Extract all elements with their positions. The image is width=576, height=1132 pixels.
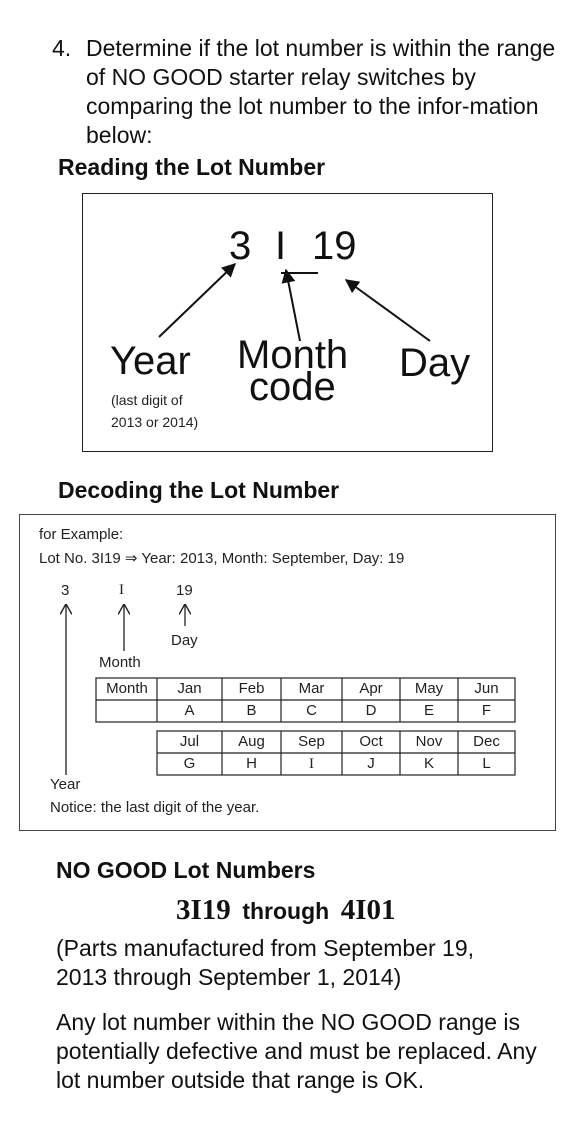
- step-text: Determine if the lot number is within the range of NO GOOD starter relay switches by comparing the lot number to the infor-mation below:: [86, 35, 556, 148]
- month-arrow: [286, 270, 300, 341]
- year-arrow: [159, 264, 235, 337]
- month-cell: Sep: [298, 733, 325, 750]
- example-label: for Example:: [39, 526, 124, 543]
- decoding-diagram: [19, 514, 556, 831]
- replacement-instructions: Any lot number within the NO GOOD range is potentially defective and must be replaced. Any lot number outside that range is OK.: [56, 1009, 537, 1093]
- label-year: Year: [110, 339, 191, 383]
- month-cell: Dec: [473, 733, 500, 750]
- month-cell: Feb: [238, 680, 265, 697]
- code-month: I: [119, 582, 124, 598]
- code-cell: F: [481, 702, 492, 719]
- code-day: 19: [176, 582, 193, 599]
- step-number: 4.: [52, 35, 72, 61]
- month-label: Month: [99, 654, 141, 671]
- manufacture-dates-line1: (Parts manufactured from September 19,: [56, 935, 475, 961]
- code-cell: L: [482, 755, 491, 772]
- code-year: 3: [61, 582, 70, 599]
- month-cell: Nov: [415, 733, 443, 750]
- code-cell: I: [309, 756, 314, 772]
- lot-day: 19: [312, 224, 357, 268]
- month-cell: Jul: [179, 733, 200, 750]
- decoding-heading: Decoding the Lot Number: [58, 477, 340, 503]
- day-label: Day: [171, 632, 198, 649]
- code-cell: J: [367, 755, 375, 772]
- label-month-code: code: [249, 365, 336, 409]
- range-through: through: [242, 898, 330, 924]
- code-cell: H: [246, 755, 257, 772]
- label-day: Day: [399, 341, 471, 385]
- code-cell: E: [423, 702, 434, 719]
- month-cell: May: [414, 680, 444, 697]
- month-cell: Oct: [359, 733, 383, 750]
- month-cell: Mar: [298, 680, 325, 697]
- month-cell: Aug: [238, 733, 265, 750]
- year-note-line2: 2013 or 2014): [111, 414, 199, 430]
- code-cell: G: [183, 755, 196, 772]
- no-good-range: [176, 894, 395, 927]
- month-cell: Jan: [177, 680, 202, 697]
- month-cell: Jun: [474, 680, 499, 697]
- reading-diagram: [82, 193, 493, 452]
- example-line: Lot No. 3I19 ⇒ Year: 2013, Month: September, Day: 19: [39, 550, 405, 567]
- code-cell: D: [365, 702, 377, 719]
- reading-heading: Reading the Lot Number: [58, 154, 326, 180]
- year-note-line1: (last digit of: [111, 392, 183, 408]
- year-notice: Notice: the last digit of the year.: [50, 799, 260, 816]
- code-cell: C: [306, 702, 317, 719]
- lot-year-digit: 3: [229, 224, 252, 268]
- instruction-step: [52, 34, 562, 150]
- no-good-heading: NO GOOD Lot Numbers: [56, 857, 316, 883]
- range-end: 4I01: [340, 894, 396, 926]
- manufacture-dates-line2: 2013 through September 1, 2014): [56, 964, 402, 990]
- label-month: Month: [237, 333, 349, 377]
- code-cell: A: [184, 702, 195, 719]
- lot-month-code: I: [275, 224, 287, 268]
- month-cell: Apr: [359, 680, 383, 697]
- table-header: Month: [106, 680, 148, 697]
- code-cell: B: [246, 702, 257, 719]
- code-cell: K: [423, 755, 434, 772]
- range-start: 3I19: [176, 894, 231, 926]
- day-arrow: [346, 280, 430, 341]
- year-label: Year: [50, 776, 81, 793]
